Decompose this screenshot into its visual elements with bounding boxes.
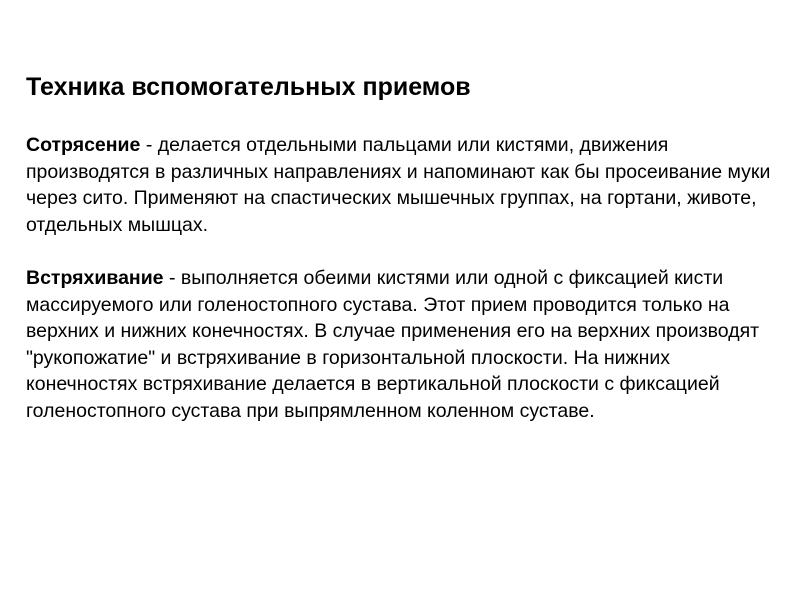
term-shaking: Сотрясение <box>26 134 141 156</box>
definition-shaking: - делается отдельными пальцами или кистями, движения производятся в различных направлениях и напоминают как бы просеивание муки через сито. Применяют на спастических мышечных группах, на гортани, животе, отдельных мышцах. <box>26 134 771 236</box>
paragraph-shaking <box>26 132 786 238</box>
definition-jolting: - выполняется обеими кистями или одной с фиксацией кисти массируемого или голеностопного сустава. Этот прием проводится только на верхних и нижних конечностях. В случае применения его на верхних производят "рукопожатие" и встряхивание в горизонтальной плоскости. На нижних конечностях встряхивание делается в вертикальной плоскости с фиксацией голеностопного сустава при выпрямленном коленном суставе. <box>26 267 760 422</box>
slide-title: Техника вспомогательных приемов <box>26 73 471 101</box>
paragraph-jolting <box>26 265 786 424</box>
term-jolting: Встряхивание <box>26 267 164 289</box>
